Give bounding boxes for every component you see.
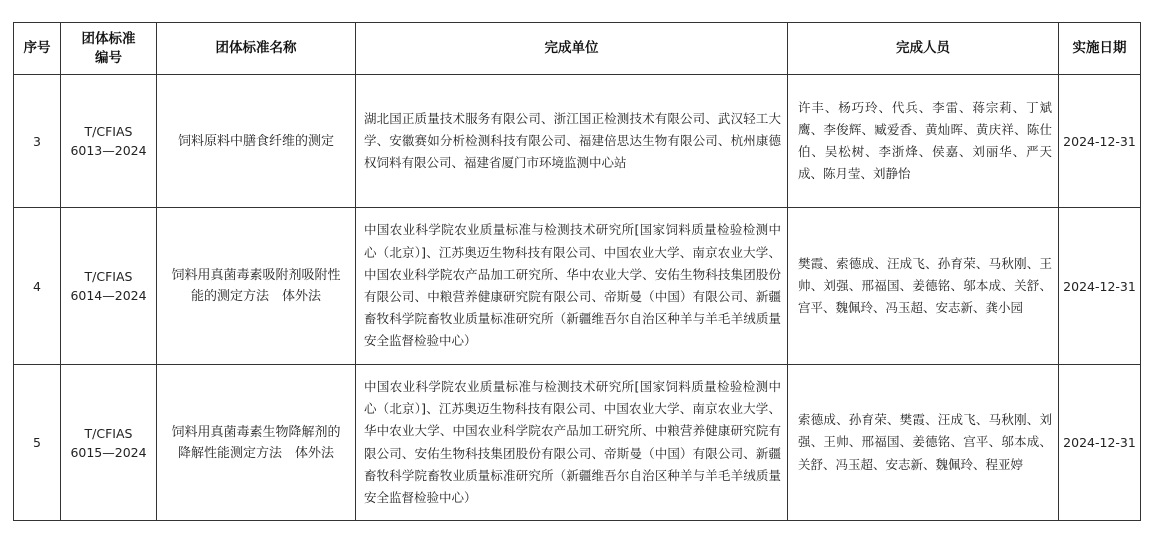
row-completing-units: 湖北国正质量技术服务有限公司、浙江国正检测技术有限公司、武汉轻工大学、安徽赛如分析检测科技有限公司、福建倍思达生物有限公司、杭州康德权饲料有限公司、福建省厦门市环境监测中心站 <box>356 75 788 208</box>
row-no: 4 <box>14 208 61 365</box>
row-implementation-date: 2024-12-31 <box>1059 208 1141 365</box>
row-completing-units: 中国农业科学院农业质量标准与检测技术研究所[国家饲料质量检验检测中心（北京）]、江苏奥迈生物科技有限公司、中国农业大学、南京农业大学、华中农业大学、中国农业科学院农产品加工研究所、中粮营养健康研究院有限公司、安佑生物科技集团股份有限公司、帝斯曼（中国）有限公司、新疆畜牧科学院畜牧业质量标准研究所（新疆维吾尔自治区种羊与羊毛羊绒质量安全监督检验中心） <box>356 365 788 521</box>
standards-table <box>13 22 1141 521</box>
header-code <box>61 23 157 75</box>
row-code-line2: 6015—2024 <box>70 444 147 460</box>
row-code-line2: 6013—2024 <box>70 143 147 158</box>
header-code-line1: 团体标准 <box>81 30 136 47</box>
row-implementation-date: 2024-12-31 <box>1059 365 1141 521</box>
row-no: 3 <box>14 75 61 208</box>
table-row <box>14 365 1141 521</box>
row-code-line1: T/CFIAS <box>84 269 133 284</box>
row-code <box>61 365 157 521</box>
row-no: 5 <box>14 365 61 521</box>
row-code <box>61 75 157 208</box>
row-implementation-date: 2024-12-31 <box>1059 75 1141 208</box>
row-completing-people: 樊霞、索德成、汪成飞、孙育荣、马秋刚、王帅、刘强、邢福国、姜德铭、邬本成、关舒、宫平、魏佩玲、冯玉超、安志新、龚小园 <box>788 208 1059 365</box>
row-code-line2: 6014—2024 <box>70 288 147 303</box>
row-standard-name: 饲料用真菌毒素生物降解剂的降解性能测定方法 体外法 <box>157 365 356 521</box>
row-completing-units: 中国农业科学院农业质量标准与检测技术研究所[国家饲料质量检验检测中心（北京）]、江苏奥迈生物科技有限公司、中国农业大学、南京农业大学、中国农业科学院农产品加工研究所、华中农业大学、安佑生物科技集团股份有限公司、中粮营养健康研究院有限公司、帝斯曼（中国）有限公司、新疆畜牧科学院畜牧业质量标准研究所（新疆维吾尔自治区种羊与羊毛羊绒质量安全监督检验中心） <box>356 208 788 365</box>
header-name: 团体标准名称 <box>157 23 356 75</box>
table-header-row <box>14 23 1141 75</box>
row-code-line1: T/CFIAS <box>84 425 133 441</box>
header-no: 序号 <box>14 23 61 75</box>
header-code-line2: 编号 <box>95 49 122 66</box>
header-unit: 完成单位 <box>356 23 788 75</box>
table-row <box>14 208 1141 365</box>
row-completing-people: 许丰、杨巧玲、代兵、李雷、蒋宗莉、丁斌鹰、李俊辉、臧爱香、黄灿晖、黄庆祥、陈仕伯、吴松树、李浙烽、侯嘉、刘丽华、严天成、陈月莹、刘静怡 <box>788 75 1059 208</box>
row-code <box>61 208 157 365</box>
table-row <box>14 75 1141 208</box>
row-code-line1: T/CFIAS <box>84 124 133 139</box>
row-completing-people: 索德成、孙育荣、樊霞、汪成飞、马秋刚、刘强、王帅、邢福国、姜德铭、宫平、邬本成、关舒、冯玉超、安志新、魏佩玲、程亚婷 <box>788 365 1059 521</box>
row-standard-name: 饲料用真菌毒素吸附剂吸附性能的测定方法 体外法 <box>157 208 356 365</box>
row-standard-name: 饲料原料中膳食纤维的测定 <box>157 75 356 208</box>
header-people: 完成人员 <box>788 23 1059 75</box>
header-date: 实施日期 <box>1059 23 1141 75</box>
